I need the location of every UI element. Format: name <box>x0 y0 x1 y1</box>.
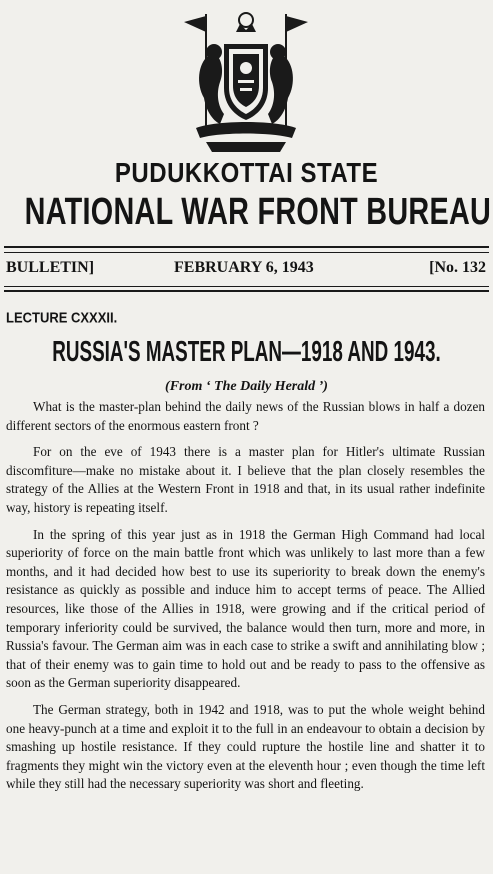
article-paragraph: The German strategy, both in 1942 and 1918, was to put the whole weight behind one heavy-punch at a time and exploit it to the full in an endeavour to obtain a decision by smashing up hostile resistance. If they could rupture the hostile line and shatter it to fragments they might win the victory even at the eleventh hour ; even though the time left while they still had the necessary superiority was short and fleeting. <box>6 701 485 792</box>
article-paragraph: In the spring of this year just as in 1918 the German High Command had local superiority of force on the main battle front which was unlikely to last more than a few months, and it had decided how best to use its superiority to break down the enemy's resistance as quickly as possible and induce him to accept terms of peace. The Allied resources, like those of the Allies in 1918, were growing and if the critical period of temporary inferiority could be survived, the balance would then turn, more and more, in Russia's favour. The German aim was in each case to strike a swift and annihilating blow ; that of their enemy was to gain time to hold out and be ready to pass to the offensive as soon as the German superiority disappeared. <box>6 526 485 691</box>
divider <box>4 246 489 248</box>
divider <box>4 290 489 292</box>
lecture-number: LECTURE CXXXII. <box>6 309 118 326</box>
article-paragraph: For on the eve of 1943 there is a master plan for Hitler's ultimate Russian discomfiture—make no mistake about it. I believe that the plan closely resembles the strategy of the Allies at the Western Front in 1918 and that, in its usual rather indefinite way, history is repeating itself. <box>6 444 485 515</box>
state-title: PUDUKKOTTAI STATE <box>114 157 379 189</box>
divider <box>4 286 489 287</box>
article-body <box>6 398 485 802</box>
article-paragraph: What is the master-plan behind the daily news of the Russian blows in half a dozen different sectors of the enormous eastern front ? <box>6 399 485 433</box>
coat-of-arms-icon <box>176 6 316 156</box>
article-source: (From ‘ The Daily Herald ’) <box>165 379 328 394</box>
divider <box>4 252 489 253</box>
bulletin-date: FEBRUARY 6, 1943 <box>174 259 314 276</box>
bulletin-label: BULLETIN] <box>6 259 95 276</box>
bureau-title: NATIONAL WAR FRONT BUREAU <box>24 189 492 233</box>
article-title: RUSSIA'S MASTER PLAN—1918 AND 1943. <box>52 334 441 368</box>
bulletin-number: [No. 132 <box>429 259 486 276</box>
